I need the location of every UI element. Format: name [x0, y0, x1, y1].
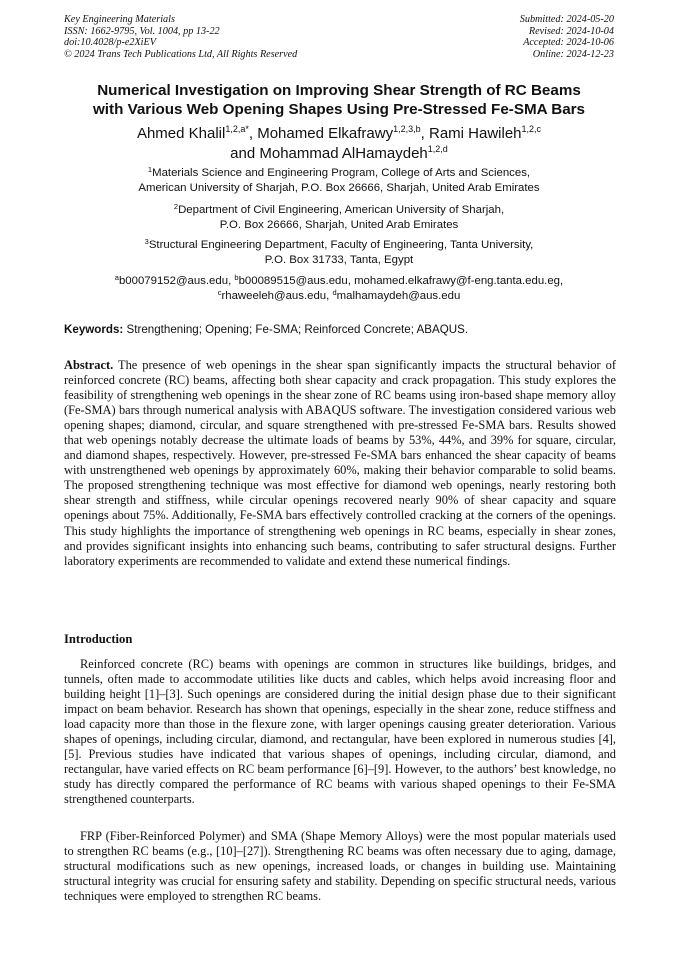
author-sep: ,: [420, 125, 429, 142]
author-emails: $^a$b00079152@aus.edu, $^b$b00089515@aus.edu, mohamed.elkafrawy@f-eng.tanta.edu.eg, $^c$rhaweeleh@aus.edu, $^d$malhamaydeh@aus.edu: [114, 273, 564, 303]
email-sup: a: [114, 273, 119, 282]
submission-dates: [520, 14, 614, 60]
abstract: [64, 358, 616, 569]
author-name: and Mohammad AlHamaydeh: [230, 145, 428, 162]
author-sup: 1,2,a*: [225, 124, 249, 134]
keywords-label: Keywords:: [64, 323, 124, 336]
keywords: [64, 322, 616, 337]
abstract-label: Abstract.: [64, 358, 114, 372]
email-sup: c: [217, 288, 222, 298]
affiliation-sup: 1: [147, 165, 153, 174]
affiliation-text: P.O. Box 31733, Tanta, Egypt: [264, 254, 414, 267]
intro-paragraph-2: FRP (Fiber-Reinforced Polymer) and SMA (Shape Memory Alloys) were the most popular materials used to strengthen RC beams (e.g., [10]–[27]). Strengthening RC beams was often necessary due to aging, damage, structural modifications such as new openings, increased loads, or changes in building use. Maintaining structural integrity was crucial for ensuring safety and stability. Depending on specific structural needs, various techniques were employed to strengthen RC beams.: [64, 829, 616, 904]
author-sup: 1,2,d: [427, 144, 448, 154]
paper-title: [40, 81, 638, 119]
author-list: [40, 124, 638, 164]
journal-name: Key Engineering Materials: [64, 14, 175, 25]
intro-paragraph-1: Reinforced concrete (RC) beams with openings are common in structures like buildings, bridges, and tunnels, often made to accommodate utilities like ducts and cables, which helps avoid increasing floor and building height [1]–[3]. Such openings are considered during the initial design phase due to their significant impact on beam behavior. Research has shown that openings, especially in the shear zone, reduce stiffness and load capacity more than those in the flexure zone, with larger openings causing greater deterioration. Various shapes of openings, including circular, diamond, and rectangular, have been explored in numerous studies [4], [5]. Previous studies have indicated that various shapes of openings, including circular, diamond, and rectangular, have varied effects on RC beam performance [6]–[9]. However, to the authors’ best knowledge, no study has directly compared the performance of RC beams with various shaped openings to their Fe-SMA strengthened counterparts.: [64, 657, 616, 807]
email-link[interactable]: mohamed.elkafrawy@f-eng.tanta.edu.eg: [354, 275, 561, 287]
affiliation-text: American University of Sharjah, P.O. Box 26666, Sharjah, United Arab Emirates: [138, 182, 540, 195]
title-line-1: Numerical Investigation on Improving Shear Strength of RC Beams: [97, 82, 581, 99]
author-name: Mohamed Elkafrawy: [257, 125, 394, 142]
author-sup: 1,2,c: [521, 124, 542, 134]
author-name: Rami Hawileh: [428, 125, 522, 142]
affiliation-sup: 3: [144, 237, 149, 246]
date-submitted: Submitted: 2024-05-20: [519, 14, 614, 25]
keywords-text: Strengthening; Opening; Fe-SMA; Reinforced Concrete; ABAQUS.: [126, 323, 469, 336]
author-sep: ,: [248, 125, 258, 142]
affiliation-text: P.O. Box 26666, Sharjah, United Arab Emirates: [219, 219, 459, 232]
abstract-text: The presence of web openings in the shear span significantly impacts the structural behavior of reinforced concrete (RC) beams, affecting both shear capacity and crack propagation. This study explores the feasibility of strengthening web openings in the shear zone of RC beams using iron-based shape memory alloy (Fe-SMA) bars through numerical analysis with ABAQUS software. The investigation considered various web opening shapes; diamond, circular, and square strengthened with pre-stressed Fe-SMA bars. Results showed that web openings notably decrease the ultimate loads of beams by 53%, 44%, and 39% for square, circular, and diamond shapes, respectively. However, pre-stressed Fe-SMA bars enhanced the shear capacity of beams with unstrengthened web openings by approximately 60%, making their behavior comparable to solid beams. The proposed strengthening technique was most effective for diamond web openings, nearly restoring both shear strength and stiffness, while circular openings recovered nearly 90% of shear capacity and square openings about 75%. Additionally, Fe-SMA bars effectively controlled cracking at the corners of the openings. This study highlights the importance of strengthening web openings in RC beams, especially in shear zones, and provides significant insights into enhancing such beams, contributing to safer structural designs. Further laboratory experiments are recommended to validate and extend these numerical findings.: [64, 358, 616, 568]
authors-line-2: [40, 144, 638, 164]
email-sup: b: [234, 273, 239, 282]
date-accepted: Accepted: 2024-10-06: [523, 37, 614, 49]
affiliation-1: [40, 166, 638, 197]
email-link[interactable]: rhaweeleh@aus.edu: [221, 290, 327, 303]
email-link[interactable]: b00079152@aus.edu: [118, 275, 229, 287]
affiliation-text: Structural Engineering Department, Faculty of Engineering, Tanta University,: [148, 239, 534, 251]
date-online: Online: 2024-12-23: [532, 48, 614, 60]
journal-copyright: © 2024 Trans Tech Publications Ltd, All Rights Reserved: [64, 48, 298, 60]
email-link[interactable]: malhamaydeh@aus.edu: [336, 290, 461, 303]
affiliation-2: [40, 203, 638, 234]
section-heading-introduction: Introduction: [64, 632, 133, 646]
journal-issn: ISSN: 1662-9795, Vol. 1004, pp 13-22: [64, 25, 220, 37]
affiliation-text: Department of Civil Engineering, American University of Sharjah,: [178, 204, 505, 216]
title-line-2: with Various Web Opening Shapes Using Pre-Stressed Fe-SMA Bars: [92, 101, 586, 118]
affiliation-text: Materials Science and Engineering Program, College of Arts and Sciences,: [152, 167, 531, 179]
author-sup: 1,2,3,b: [393, 124, 421, 134]
affiliation-sup: 2: [173, 202, 179, 211]
journal-doi: doi:10.4028/p-e2XiEV: [64, 37, 156, 49]
author-name: Ahmed Khalil: [136, 125, 226, 142]
affiliation-3: [40, 238, 638, 269]
date-revised: Revised: 2024-10-04: [528, 25, 614, 37]
authors-line-1: [40, 124, 638, 144]
email-link[interactable]: b00089515@aus.edu: [238, 275, 348, 287]
email-sup: d: [332, 288, 337, 298]
journal-info: [64, 14, 297, 60]
